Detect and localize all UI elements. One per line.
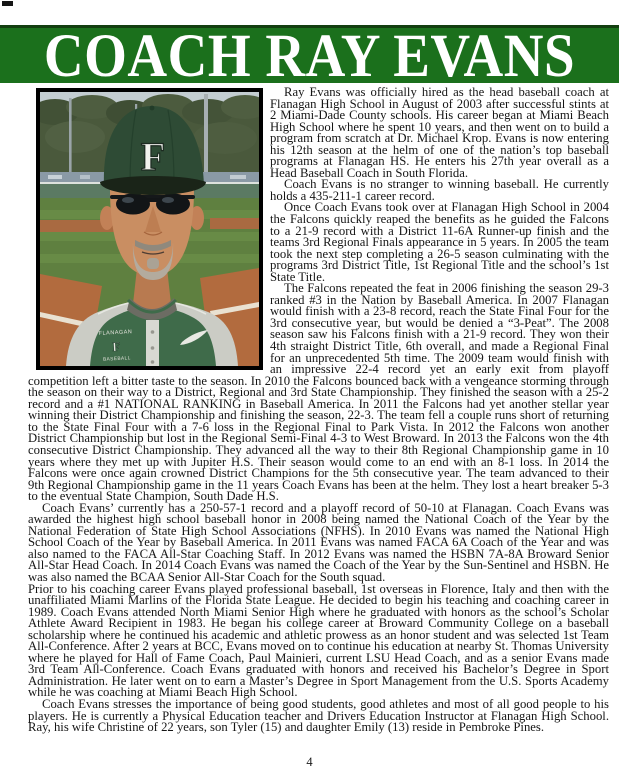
- coach-photo-illustration: [40, 92, 259, 366]
- scan-artifact: [2, 1, 13, 6]
- page-number: 4: [306, 755, 313, 769]
- bio-paragraph-6: Prior to his coaching career Evans played professional baseball, 1st overseas in Florence, Italy and then with the unaffiliated Miami Marlins of the Florida State League. He decided to begin his teaching and coaching career in 1989. Coach Evans attended North Miami Senior High where he graduated with honors as the school’s Scholar Athlete Award Recipient in 1983. He began his college career at Broward Community College on a baseball scholarship where he continued his academic and athletic prowess as an honor student and was selected 1st Team All-Conference. After 2 years at BCC, Evans moved on to continue his education at nearby St. Thomas University where he played for Hall of Fame Coach, Paul Mainieri, current LSU Head Coach, and as a senior Evans made 3rd Team All-Conference. Coach Evans graduated with honors and received his Bachelor’s Degree in Sport Administration. He later went on to earn a Master’s Degree in Sport Management from the U.S. Sports Academy while he was coaching at Miami Beach High School.: [28, 581, 609, 700]
- bio-paragraph-4: The Falcons repeated the feat in 2006 finishing the season 29-3 ranked #3 in the Nation by Baseball America. In 2007 Flanagan would finish with a 23-8 record, reach the State Final Four for the 3rd consecutive year, but would be denied a “3-Peat”. The 2008 season saw his Falcons finish with a 21-9 record. They won their 4th straight District Title, 6th overall, and made a Regional Final for an unprecedented 5th time. The 2009 team would finish with an impressive 22-4 record yet an early exit from playoff competition left a bitter taste to the season. In 2010 the Falcons bounced back with a vengeance storming through the season on their way to a District, Regional and 3rd State Championship. They finished the season with a 25-2 record and a #1 NATIONAL RANKING in Baseball America. In 2011 the Falcons had yet another stellar year winning their District Championship and finishing the season, 22-3. The team fell a couple runs short of returning to the State Final Four with a 7-6 loss in the Regional Final to Park Vista. In 2012 the Falcons won another District Championship but lost in the Regional Semi-Final 4-3 to West Broward. In 2013 the Falcons won the 4th consecutive District Championship. They advanced all the way to their 8th Regional Championship game in 10 years where they met up with Jupiter H.S. Their season would come to an end with an 8-1 loss. In 2014 the Falcons were once again crowned District Champions for the 5th consecutive year. The team advanced to their 9th Regional Championship game in the 11 years Coach Evans has been at the helm. They lost a heart breaker 5-3 to the eventual State Champion, South Dade H.S.: [28, 281, 609, 504]
- bio-paragraph-3: Once Coach Evans took over at Flanagan High School in 2004 the Falcons quickly reaped the benefits as he guided the Falcons to a 21-9 record with a District 11-6A Runner-up finish and the teams 3rd Regional Finals appearance in 5 years. In 2005 the team took the next step completing a 26-5 season culminating with the programs 3rd District Title, 1st Regional Title and the school’s 1st State Title.: [270, 200, 609, 284]
- chest-logo-line2: BASEBALL: [102, 356, 131, 363]
- cap-letter: F: [140, 134, 166, 179]
- coach-photo: [36, 88, 263, 370]
- title-banner: [0, 25, 619, 83]
- chest-logo-letter: F: [111, 338, 121, 355]
- article-body: [28, 87, 609, 734]
- chest-logo-line1: FLANAGAN: [98, 329, 133, 337]
- bio-paragraph-2: Coach Evans is no stranger to winning baseball. He currently holds a 435-211-1 career record.: [270, 177, 609, 203]
- page-title: COACH RAY EVANS: [43, 25, 576, 83]
- bio-paragraph-5: Coach Evans’ currently has a 250-57-1 record and a playoff record of 50-10 at Flanagan. Coach Evans was awarded the highest high school baseball honor in 2008 being named the National Coach of the Year by the National Federation of State High School Associations (NFHS). In 2010 Evans was named the National High School Coach of the Year by Baseball America. In 2011 Evans was named FACA 6A Coach of the Year and was also named to the FACA All-Star Coaching Staff. In 2012 Evans was named the HSBN 7A-8A Broward Senior All-Star Head Coach. In 2014 Coach Evans was named the Coach of the Year by the Sun-Sentinel and HSBN. He was also named the BCAA Senior All-Star Coach for the South squad.: [28, 500, 609, 584]
- bio-paragraph-1: Ray Evans was officially hired as the head baseball coach at Flanagan High School in August of 2003 after successful stints at 2 Miami-Dade County schools. His career began at Miami Beach High School where he spent 10 years, and then went on to build a program from scratch at Dr. Michael Krop. Evans is now entering his 12th season at the helm of one of the nation’s top baseball programs at Flanagan HS. He enters his 27th year overall as a Head Baseball Coach in South Florida.: [270, 85, 609, 180]
- bio-paragraph-7: Coach Evans stresses the importance of being good students, good athletes and most of all good people to his players. He is currently a Physical Education teacher and Drivers Education Instructor at Flanagan High School. Ray, his wife Christine of 22 years, son Tyler (15) and daughter Emily (13) reside in Pembroke Pines.: [28, 696, 609, 735]
